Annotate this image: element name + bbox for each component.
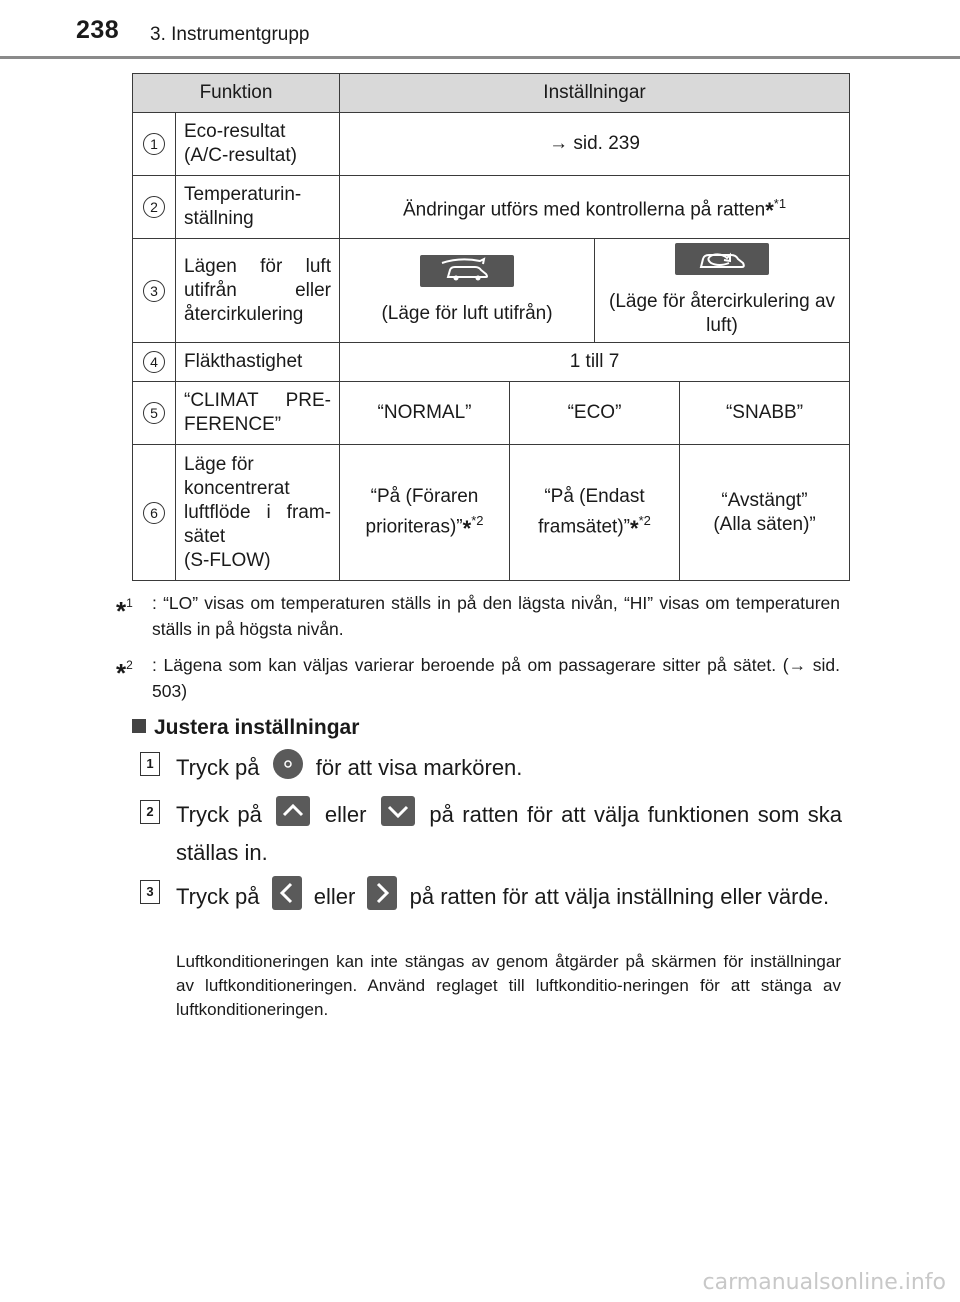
left-button-icon bbox=[272, 876, 302, 920]
table-row bbox=[133, 239, 850, 343]
option-driver-priority: “På (Föraren prioriteras)”*$^{*2}$ bbox=[340, 445, 510, 581]
header-rule bbox=[0, 56, 960, 59]
table-row bbox=[133, 176, 850, 239]
setting-value: Ändringar utförs med kontrollerna på ratten*$^{*1}$ bbox=[340, 176, 850, 239]
section-heading: Justera inställningar bbox=[132, 716, 359, 740]
settings-table bbox=[132, 73, 850, 581]
step-1: 1 Tryck på för att visa markören. bbox=[140, 748, 842, 790]
right-button-icon bbox=[367, 876, 397, 920]
outside-air-icon bbox=[420, 255, 514, 287]
row-number: 1 bbox=[143, 133, 165, 155]
option-snabb: “SNABB” bbox=[680, 382, 850, 445]
option-off: “Avstängt” (Alla säten)” bbox=[680, 445, 850, 581]
recirculation-icon bbox=[675, 243, 769, 275]
function-cell: Eco-resultat (A/C-resultat) bbox=[176, 113, 340, 176]
footnote-star: * bbox=[765, 198, 774, 224]
up-button-icon bbox=[276, 796, 310, 836]
function-cell: Lägen för luft utifrån eller återcirkulering bbox=[176, 239, 340, 343]
row-number: 3 bbox=[143, 280, 165, 302]
function-cell: “CLIMAT PRE- FERENCE” bbox=[176, 382, 340, 445]
footnote-1: *$^1$ : “LO” visas om temperaturen ställs in på den lägsta nivån, “HI” visas om temperaturen ställs in på högsta nivån. bbox=[116, 593, 840, 639]
row-number: 4 bbox=[143, 351, 165, 373]
down-button-icon bbox=[381, 796, 415, 836]
step-2: 2 Tryck på eller på ratten för att välja funktionen som ska ställas in. bbox=[140, 796, 842, 870]
footnote-2: *$^2$ : Lägena som kan väljas varierar beroende på om passagerare sitter på sätet. (→ sid. 503) bbox=[116, 655, 840, 701]
setting-value: 1 till 7 bbox=[340, 343, 850, 382]
table-row bbox=[133, 343, 850, 382]
page-number: 238 bbox=[76, 16, 120, 44]
setting-value: → sid. 239 bbox=[340, 113, 850, 176]
row-number: 5 bbox=[143, 402, 165, 424]
option-normal: “NORMAL” bbox=[340, 382, 510, 445]
function-cell: Läge för koncentrerat luftflöde i fram- sätet (S-FLOW) bbox=[176, 445, 340, 581]
table-row bbox=[133, 445, 850, 581]
option-outside-air: (Läge för luft utifrån) bbox=[340, 239, 595, 343]
option-recirculation: (Läge för återcirkulering av luft) bbox=[595, 239, 850, 343]
row-number: 2 bbox=[143, 196, 165, 218]
option-front-only: “På (Endast framsätet)”*$^{*2}$ bbox=[510, 445, 680, 581]
function-cell: Temperaturin- ställning bbox=[176, 176, 340, 239]
row-number: 6 bbox=[143, 502, 165, 524]
chapter-title: 3. Instrumentgrupp bbox=[150, 24, 310, 45]
enter-button-icon bbox=[272, 748, 304, 790]
header-settings: Inställningar bbox=[340, 74, 850, 113]
watermark: carmanualsonline.info bbox=[702, 1270, 946, 1295]
step-3: 3 Tryck på eller på ratten för att välja inställning eller värde. bbox=[140, 876, 842, 920]
square-bullet-icon bbox=[132, 719, 146, 733]
option-eco: “ECO” bbox=[510, 382, 680, 445]
function-cell: Fläkthastighet bbox=[176, 343, 340, 382]
table-row bbox=[133, 113, 850, 176]
table-row bbox=[133, 382, 850, 445]
header-function: Funktion bbox=[133, 74, 340, 113]
note-text: Luftkonditioneringen kan inte stängas av genom åtgärder på skärmen för inställningar av luftkonditioneringen. Använd reglaget till luftkonditio-neringen för att stänga av luftkonditioneringen. bbox=[176, 952, 841, 1019]
